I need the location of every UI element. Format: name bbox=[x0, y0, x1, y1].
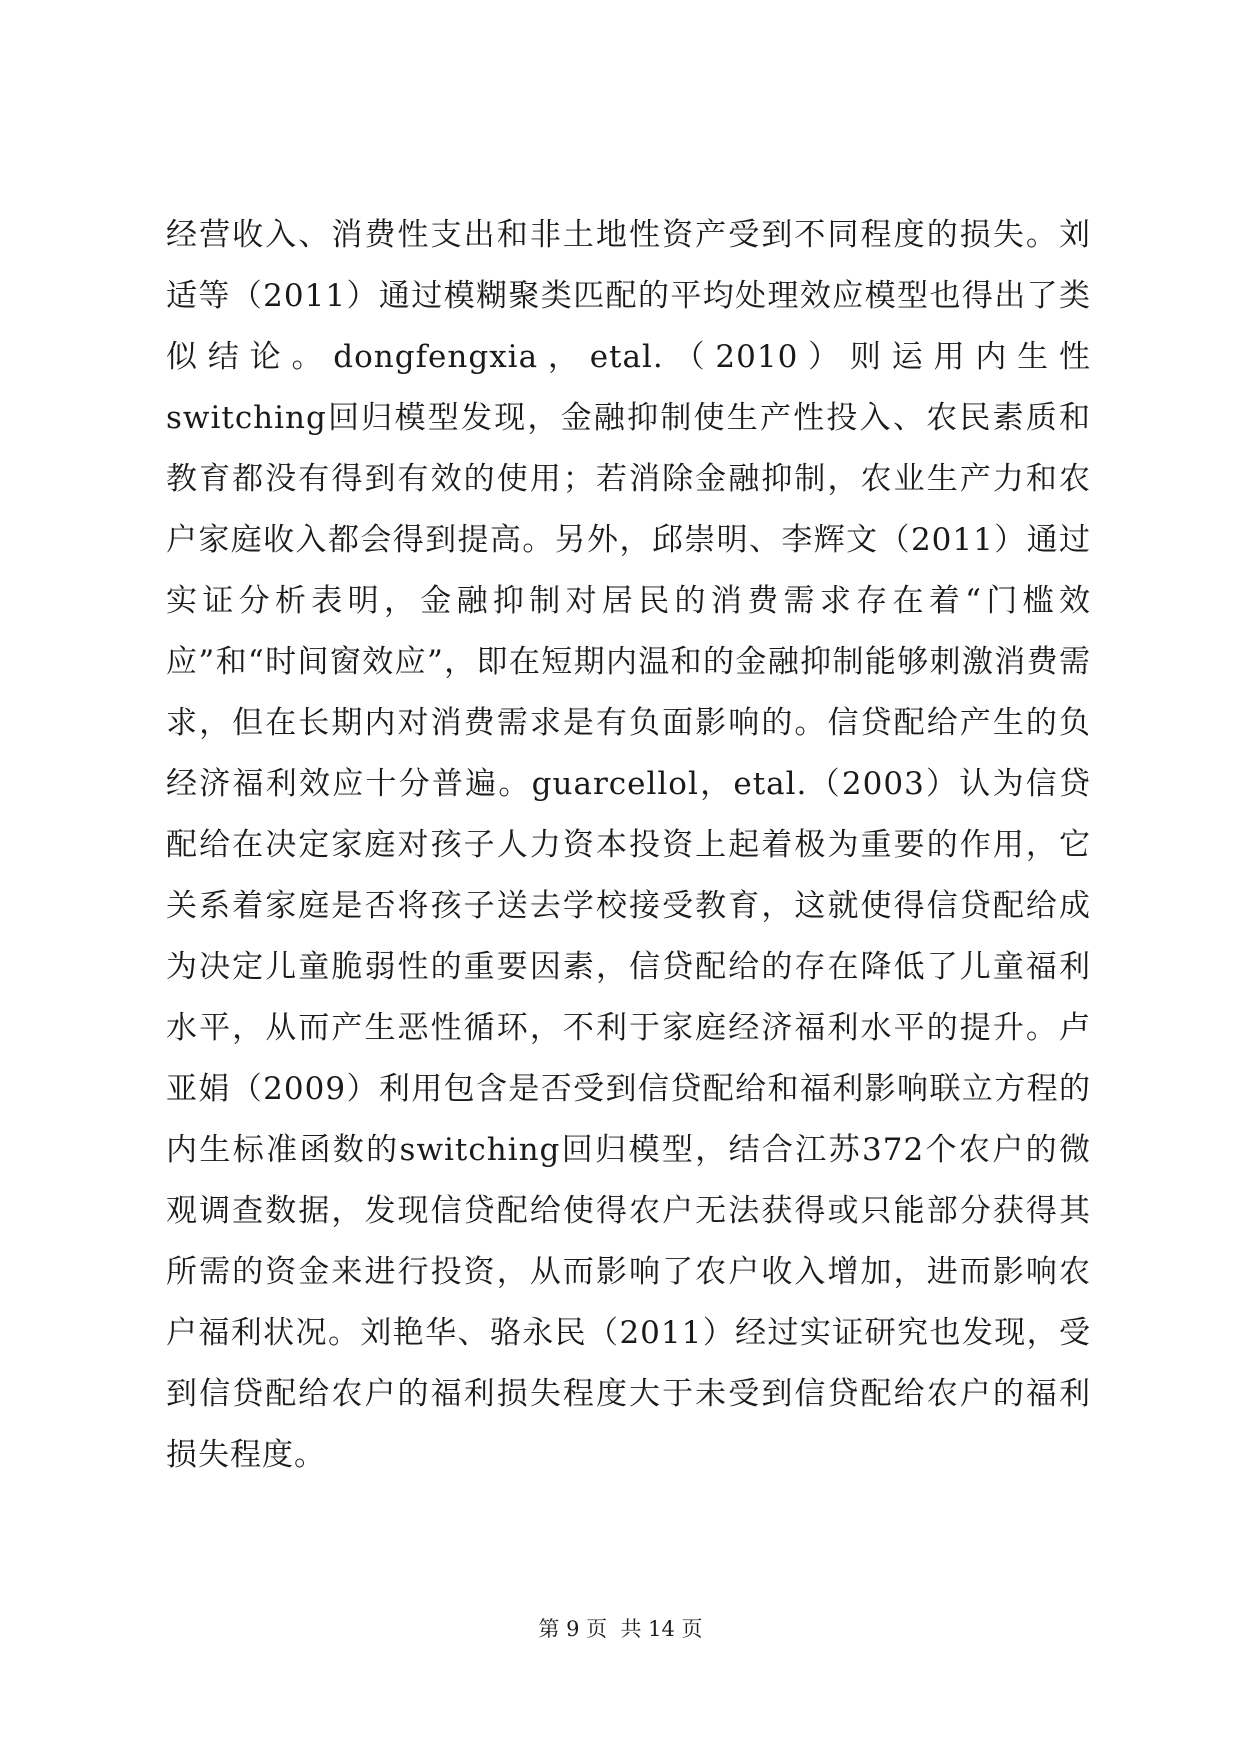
page-footer bbox=[0, 1615, 1241, 1643]
page-number-label: 第 9 页 共 14 页 bbox=[538, 1617, 703, 1641]
body-paragraph: 经营收入、消费性支出和非土地性资产受到不同程度的损失。刘适等（2011）通过模糊聚类匹配的平均处理效应模型也得出了类似结论。dongfengxia，etal.（2010）则运用内生性switching回归模型发现，金融抑制使生产性投入、农民素质和教育都没有得到有效的使用；若消除金融抑制，农业生产力和农户家庭收入都会得到提高。另外，邱崇明、李辉文（2011）通过实证分析表明，金融抑制对居民的消费需求存在着“门槛效应”和“时间窗效应”，即在短期内温和的金融抑制能够刺激消费需求，但在长期内对消费需求是有负面影响的。信贷配给产生的负经济福利效应十分普遍。guarcellol，etal.（2003）认为信贷配给在决定家庭对孩子人力资本投资上起着极为重要的作用，它关系着家庭是否将孩子送去学校接受教育，这就使得信贷配给成为决定儿童脆弱性的重要因素，信贷配给的存在降低了儿童福利水平，从而产生恶性循环，不利于家庭经济福利水平的提升。卢亚娟（2009）利用包含是否受到信贷配给和福利影响联立方程的内生标准函数的switching回归模型，结合江苏372个农户的微观调查数据，发现信贷配给使得农户无法获得或只能部分获得其所需的资金来进行投资，从而影响了农户收入增加，进而影响农户福利状况。刘艳华、骆永民（2011）经过实证研究也发现，受到信贷配给农户的福利损失程度大于未受到信贷配给农户的福利损失程度。 bbox=[166, 217, 1091, 1473]
